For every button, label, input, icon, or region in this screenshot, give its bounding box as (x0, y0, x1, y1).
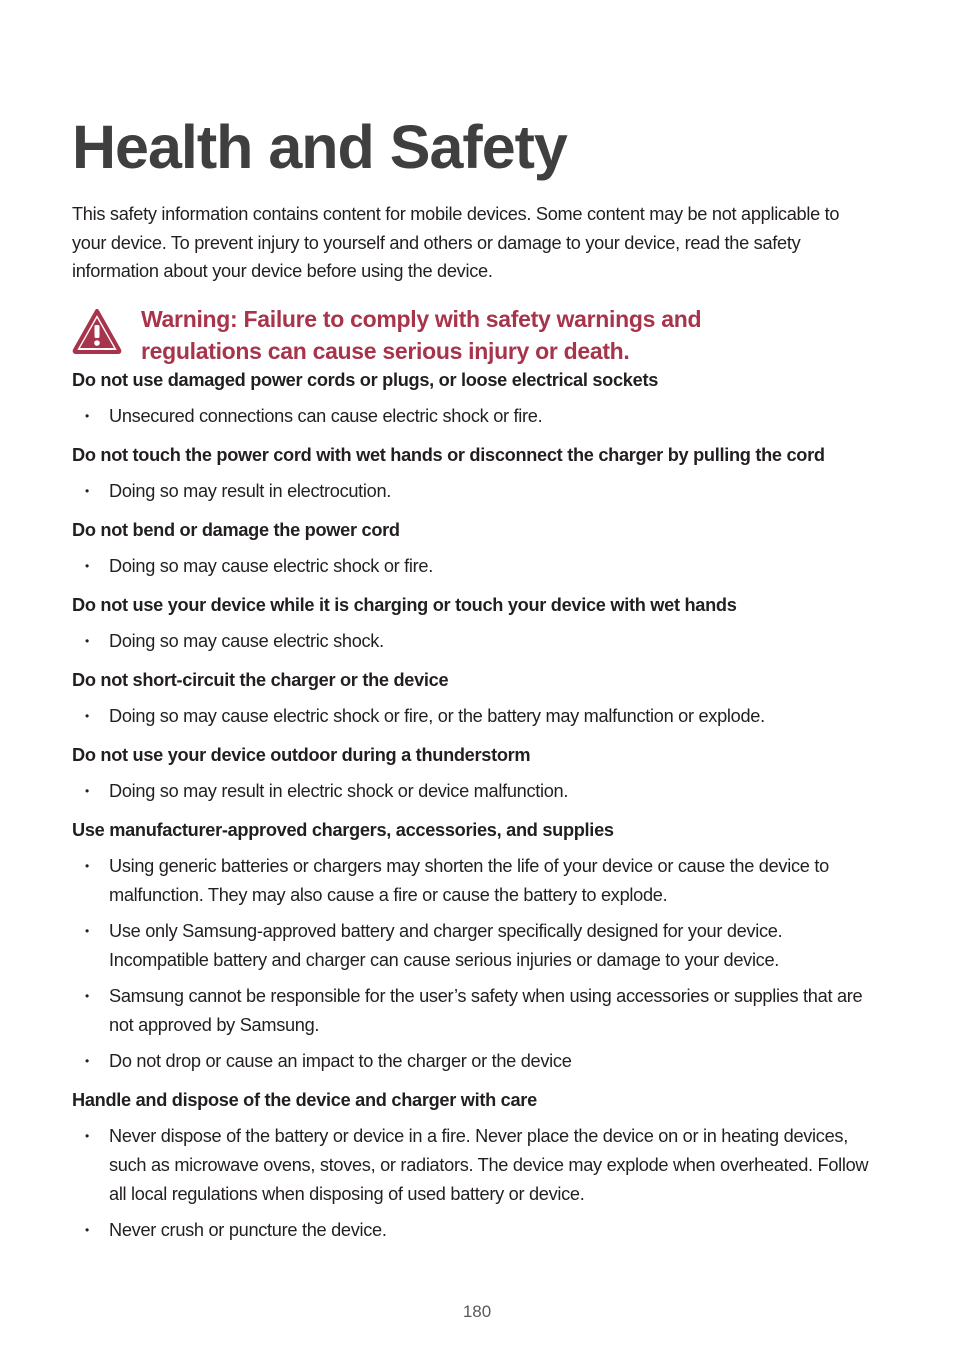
bullet-text: Doing so may cause electric shock or fire. (109, 555, 434, 576)
bullet-text: Do not drop or cause an impact to the charger or the device (109, 1050, 572, 1071)
bullet-text: Doing so may result in electrocution. (109, 480, 392, 501)
bullet-text: Samsung cannot be responsible for the user’s safety when using accessories or supplies that are not approved by Samsung. (109, 985, 863, 1035)
bullet-list (72, 402, 872, 431)
warning-triangle-icon (72, 308, 122, 354)
warning-line-1: Warning: Failure to comply with safety warnings and (141, 305, 702, 332)
bullet-icon: • (85, 708, 89, 723)
section-heading: Do not use your device while it is charging or touch your device with wet hands (72, 594, 737, 615)
list-item (72, 917, 872, 975)
bullet-icon: • (85, 483, 89, 498)
section-heading: Do not short-circuit the charger or the device (72, 669, 449, 690)
list-item (72, 1047, 872, 1076)
list-item (72, 852, 872, 910)
bullet-text: Never dispose of the battery or device in a fire. Never place the device on or in heating devices, such as microwave ovens, stoves, or radiators. The device may explode when overheated. Follow all local regulations when disposing of used battery or device. (109, 1125, 869, 1204)
list-item (72, 1122, 872, 1209)
list-item (72, 627, 872, 656)
bullet-icon: • (85, 923, 89, 938)
bullet-icon: • (85, 858, 89, 873)
section-bend-cord (72, 516, 872, 581)
safety-sections (72, 366, 872, 1245)
list-item (72, 1216, 872, 1245)
bullet-icon: • (85, 558, 89, 573)
warning-message (141, 303, 841, 367)
section-thunderstorm (72, 741, 872, 806)
bullet-text: Never crush or puncture the device. (109, 1219, 387, 1240)
bullet-text: Use only Samsung-approved battery and charger specifically designed for your device. Incompatible battery and charger can cause serious injuries or damage to your device. (109, 920, 783, 970)
bullet-list (72, 702, 872, 731)
section-wet-hands-cord (72, 441, 872, 506)
section-charging-wet-hands (72, 591, 872, 656)
section-heading: Do not touch the power cord with wet hands or disconnect the charger by pulling the cord (72, 444, 825, 465)
bullet-list (72, 477, 872, 506)
warning-callout (72, 305, 872, 372)
section-dispose-with-care (72, 1086, 872, 1245)
bullet-list (72, 1122, 872, 1245)
bullet-icon: • (85, 633, 89, 648)
page-number: 180 (462, 1302, 492, 1321)
bullet-list (72, 552, 872, 581)
bullet-icon: • (85, 1222, 89, 1237)
intro-paragraph: This safety information contains content for mobile devices. Some content may be not applicable to your device. To prevent injury to yourself and others or damage to your device, read the safety information about your device before using the device. (72, 204, 840, 281)
bullet-icon: • (85, 988, 89, 1003)
list-item (72, 552, 872, 581)
list-item (72, 702, 872, 731)
document-page (72, 108, 872, 1255)
bullet-list (72, 627, 872, 656)
list-item (72, 477, 872, 506)
list-item (72, 982, 872, 1040)
bullet-list (72, 852, 872, 1076)
section-heading: Handle and dispose of the device and charger with care (72, 1089, 537, 1110)
bullet-icon: • (85, 1128, 89, 1143)
list-item (72, 777, 872, 806)
bullet-text: Using generic batteries or chargers may shorten the life of your device or cause the device to malfunction. They may also cause a fire or cause the battery to explode. (109, 855, 829, 905)
page-title: Health and Safety (72, 113, 567, 181)
section-heading: Do not use damaged power cords or plugs, or loose electrical sockets (72, 369, 659, 390)
list-item (72, 402, 872, 431)
bullet-text: Unsecured connections can cause electric shock or fire. (109, 405, 543, 426)
bullet-text: Doing so may cause electric shock or fire, or the battery may malfunction or explode. (109, 705, 765, 726)
section-short-circuit (72, 666, 872, 731)
section-heading: Do not bend or damage the power cord (72, 519, 400, 540)
section-heading: Do not use your device outdoor during a thunderstorm (72, 744, 531, 765)
bullet-text: Doing so may result in electric shock or device malfunction. (109, 780, 569, 801)
bullet-list (72, 777, 872, 806)
section-power-cords (72, 366, 872, 431)
warning-line-2: regulations can cause serious injury or death. (141, 337, 630, 364)
bullet-text: Doing so may cause electric shock. (109, 630, 384, 651)
bullet-icon: • (85, 783, 89, 798)
section-approved-accessories (72, 816, 872, 1076)
bullet-icon: • (85, 1053, 89, 1068)
bullet-icon: • (85, 408, 89, 423)
section-heading: Use manufacturer-approved chargers, accessories, and supplies (72, 819, 614, 840)
